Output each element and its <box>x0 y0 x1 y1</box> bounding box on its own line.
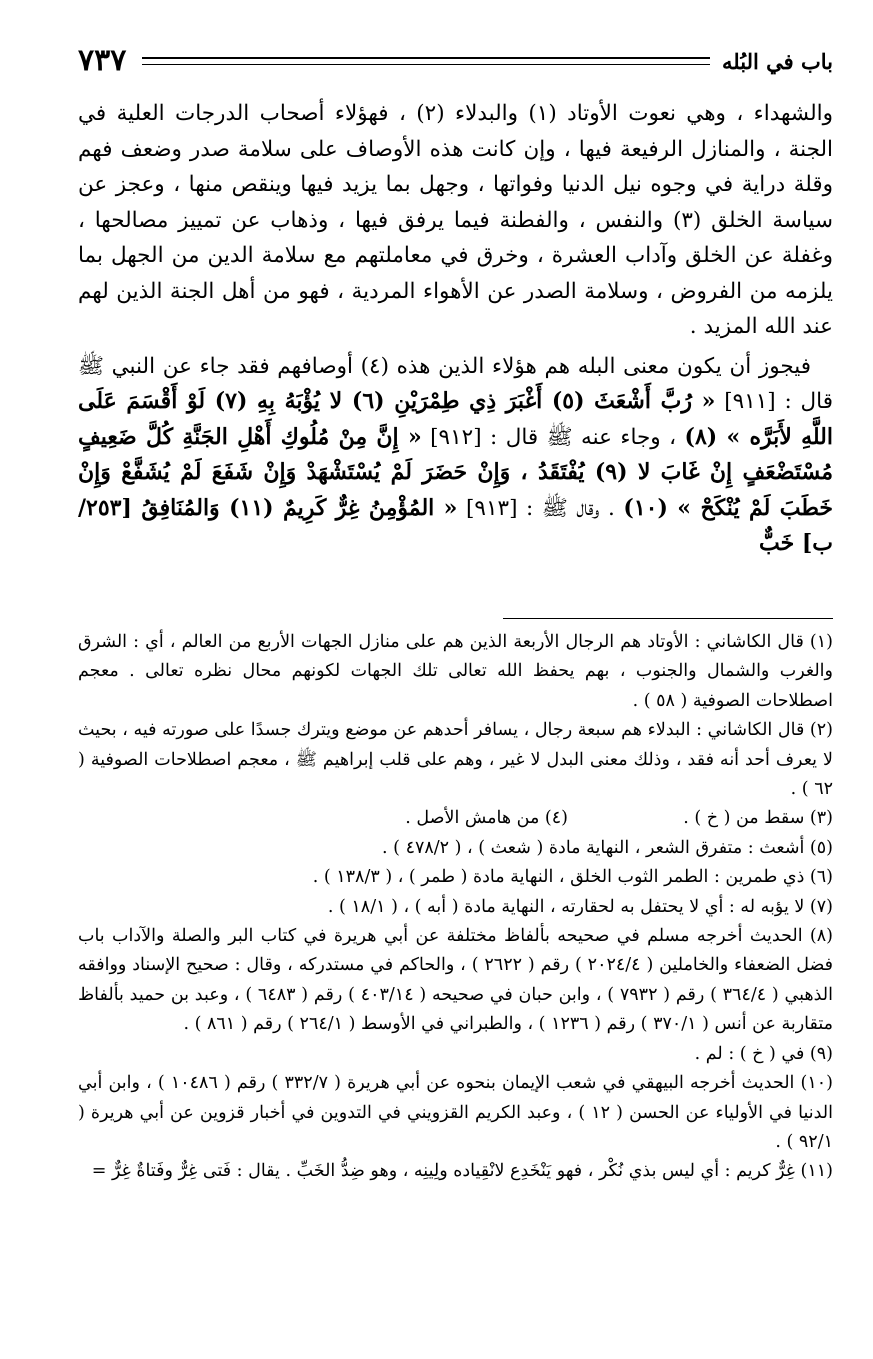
footnote-4: (٤) من هامش الأصل . <box>405 808 568 829</box>
paragraph-2-intro: فيجوز أن يكون معنى البله هم هؤلاء الذين هذه (٤) أوصافهم فقد جاء عن النبي ﷺ قال : [٩١١] <box>78 353 834 414</box>
paragraph-2-end: . وقال ﷺ : [٩١٣] <box>466 495 615 521</box>
footnote-3: (٣) سقط من ( خ ) . <box>683 808 833 829</box>
footnote-9: (٩) في ( خ ) : لم . <box>694 1043 833 1064</box>
footnote-1: (١) قال الكاشاني : الأوتاد هم الرجال الأربعة الذين هم على منازل الجهات الأربع من العالم ، أي : الشرق والغرب والشمال والجنوب ، بهم يحفظ الله تعالى تلك الجهات لكونهم محال نظره تعالى . معجم اصطلاحات الصوفية ( ٥٨ ) . <box>78 632 833 711</box>
footnote-7: (٧) لا يؤبه له : أي لا يحتفل به لحقارته ، النهاية مادة ( أبه ) ، ( ١٨/١ ) . <box>327 896 833 917</box>
main-text <box>78 96 833 566</box>
footnote-10: (١٠) الحديث أخرجه البيهقي في شعب الإيمان بنحوه عن أبي هريرة ( ٣٣٢/٧ ) رقم ( ١٠٤٨٦ ) ، وابن أبي الدنيا في الأولياء عن الحسن ( ١٢ ) ، وعبد الكريم القزويني في التدوين في أخبار قزوين عن أبي هريرة ( ٩٢/١ ) . <box>78 1073 833 1152</box>
page-header <box>78 38 833 84</box>
header-rule <box>142 57 710 65</box>
hadith-913: « المُؤْمِنُ غِرٌّ كَرِيمٌ (١١) وَالمُنَافِقُ [٢٥٣/ب] خَبٌّ <box>78 494 833 556</box>
footnote-11: (١١) غِرٌّ كريم : أي ليس بذي نُكْر ، فهو يَنْخَدِع لانْقِياده ولِينِه ، وهو ضِدُّ الخَبِّ . يقال : فَتى غِرٌّ وفَتاةٌ غِرٌّ = <box>91 1161 833 1182</box>
footnote-pair-3-4 <box>78 804 833 833</box>
footnote-5: (٥) أشعث : متفرق الشعر ، النهاية مادة ( شعث ) ، ( ٤٧٨/٢ ) . <box>382 837 833 858</box>
paragraph-2 <box>78 349 833 562</box>
paragraph-2-mid: ، وجاء عنه ﷺ قال : [٩١٢] <box>430 424 677 450</box>
footnote-2: (٢) قال الكاشاني : البدلاء هم سبعة رجال ، يسافر أحدهم عن موضع ويترك جسدًا على صورته فيه ، بحيث لا يعرف أحد أنه فقد ، وذلك معنى البدل لا غير ، وهم على قلب إبراهيم ﷺ ، معجم اصطلاحات الصوفية ( ٦٢ ) . <box>78 720 833 800</box>
book-page <box>78 38 833 1328</box>
footnote-6: (٦) ذي طمرين : الطمر الثوب الخلق ، النهاية مادة ( طمر ) ، ( ١٣٨/٣ ) . <box>312 867 833 888</box>
hadith-911: « رُبَّ أَشْعَثَ (٥) أَغْبَرَ ذِي طِمْرَيْنِ (٦) لا يُؤْبَهُ بِهِ (٧) لَوْ أَقْسَمَ عَلَى اللَّهِ لأَبَرَّه » (٨) <box>78 388 833 450</box>
footnotes <box>78 628 833 1187</box>
footnote-separator <box>503 618 833 619</box>
footnote-8: (٨) الحديث أخرجه مسلم في صحيحه بألفاظ مختلفة عن أبي هريرة في كتاب البر والصلة والآداب باب فضل الضعفاء والخاملين ( ٢٠٢٤/٤ ) رقم ( ٢٦٢٢ ) ، والحاكم في مستدركه ، وقال : صحيح الإسناد ووافقه الذهبي ( ٣٦٤/٤ ) رقم ( ٧٩٣٢ ) ، وابن حبان في صحيحه ( ٤٠٣/١٤ ) رقم ( ٦٤٨٣ ) ، وعبد بن حميد بألفاظ متقاربة عن أنس ( ٣٧٠/١ ) رقم ( ١٢٣٦ ) ، والطبراني في الأوسط ( ٢٦٤/١ ) رقم ( ٨٦١ ) . <box>78 926 833 1035</box>
chapter-title: باب في البُله <box>722 48 833 74</box>
hadith-912: « إِنَّ مِنْ مُلُوكِ أَهْلِ الجَنَّةِ كُلَّ ضَعِيفٍ مُسْتَضْعَفٍ إِنْ غَابَ لا (٩) يُفْتَقَدُ ، وَإِنْ حَضَرَ لَمْ يُسْتَشْهَدْ وَإِنْ شَفَعَ لَمْ يُشَفَّعْ وَإِنْ خَطَبَ لَمْ يُنْكَحْ » (١٠) <box>78 423 834 521</box>
paragraph-1: والشهداء ، وهي نعوت الأوتاد (١) والبدلاء (٢) ، فهؤلاء أصحاب الدرجات العلية في الجنة ، والمنازل الرفيعة فيها ، وإن كانت هذه الأوصاف على سلامة صدر وضعف فهم وقلة دراية في وجوه نيل الدنيا وفواتها ، وجهل بما يزيد فيها وينقص منها ، وعجز عن سياسة الخلق (٣) والنفس ، والفطنة فيما يرفق فيها ، وذهاب عن تمييز مصالحها ، وغفلة عن الخلق وآداب العشرة ، وخرق في معاملتهم مع سلامة الدين من الجهل بما يلزمه من الفروض ، وسلامة الصدر عن الأهواء المردية ، فهو من أهل الجنة الذين لهم عند الله المزيد . <box>78 101 833 339</box>
page-number: ٧٣٧ <box>78 43 127 78</box>
